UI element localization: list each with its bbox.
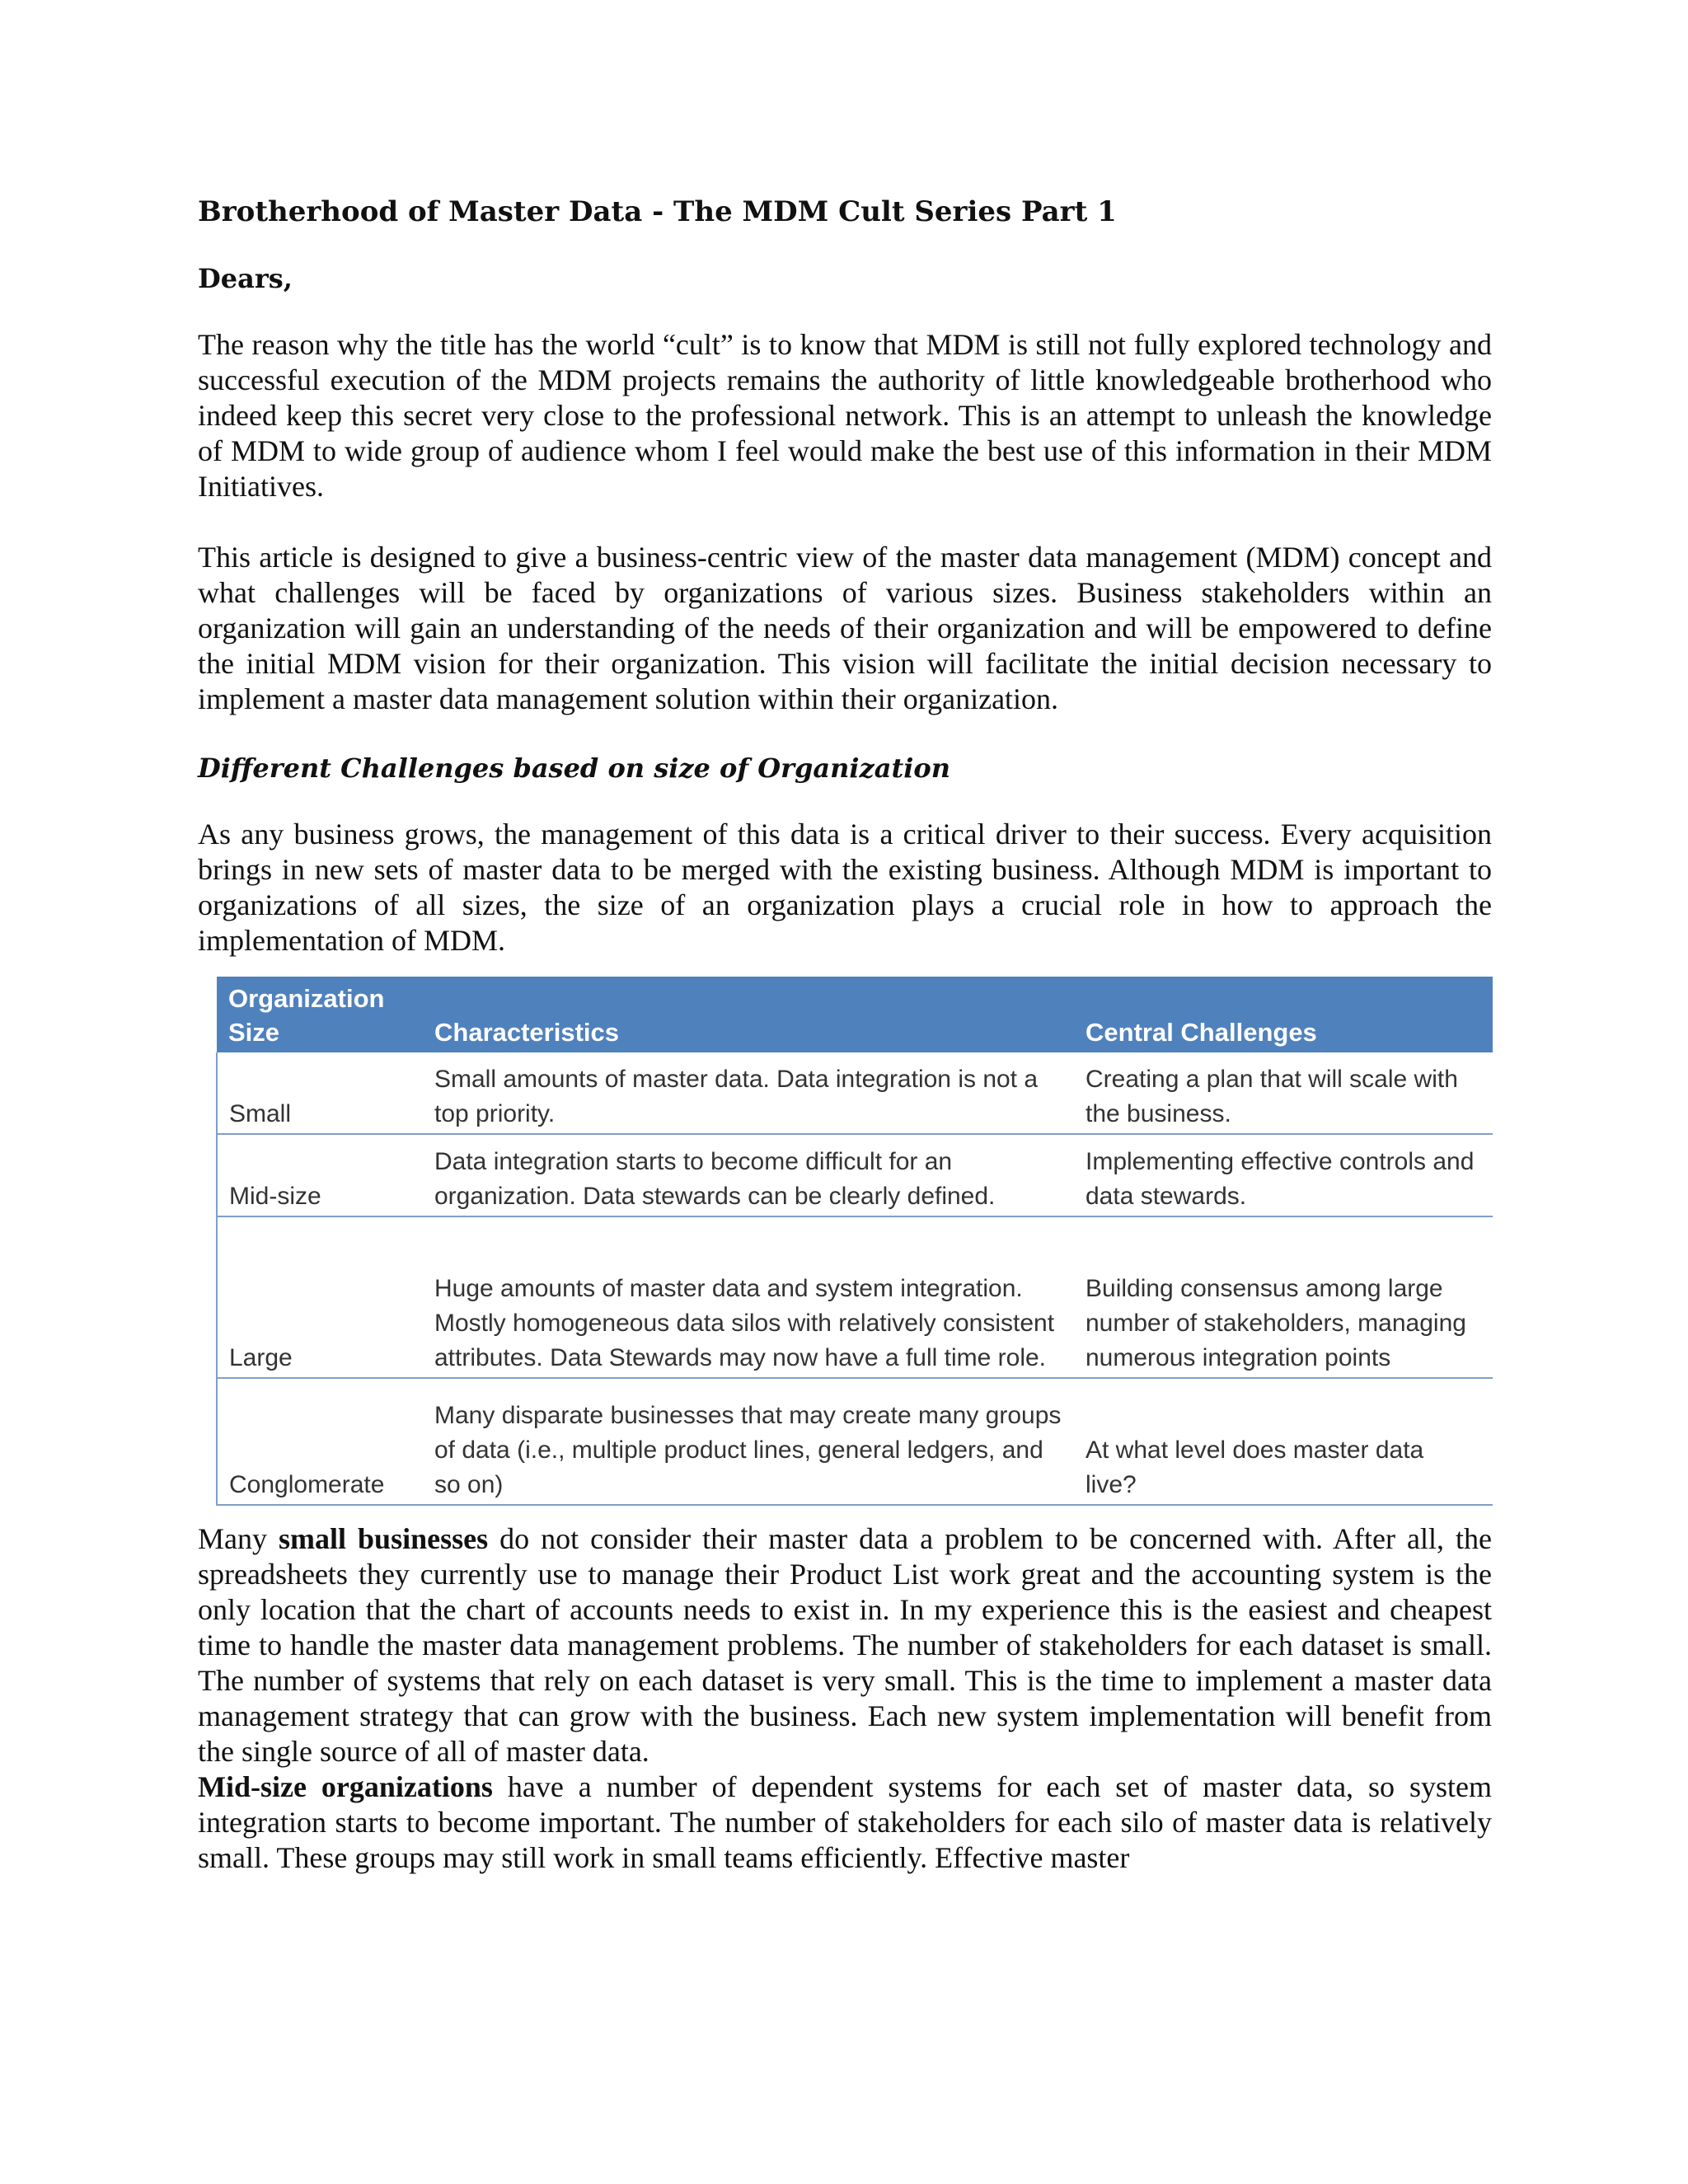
cell-characteristics: Data integration starts to become difficult for an organization. Data stewards can be clearly defined. [423, 1134, 1074, 1216]
intro-paragraph-2: This article is designed to give a business-centric view of the master data management (MDM) concept and what challenges will be faced by organizations of various sizes. Business stakeholders within an organization will gain an understanding of the needs of their organization and will be empowered to define the initial MDM vision for their organization. This vision will facilitate the initial decision necessary to implement a master data management solution within their organization. [198, 541, 1492, 716]
small-businesses-term: small businesses [279, 1522, 489, 1556]
small-para-lead: Many [198, 1522, 279, 1556]
table-row [217, 1216, 1493, 1378]
cell-size: Conglomerate [217, 1378, 423, 1505]
cell-size: Small [217, 1052, 423, 1134]
mid-size-paragraph [198, 1769, 1492, 1876]
cell-challenges: Implementing effective controls and data stewards. [1074, 1134, 1493, 1216]
small-para-text: do not consider their master data a problem to be concerned with. After all, the spreadsheets they currently use to manage their Product List work great and the accounting system is the only location that the chart of accounts needs to exist in. In my experience this is the easiest and cheapest time to handle the master data management problems. The number of stakeholders for each dataset is small. The number of systems that rely on each dataset is very small. This is the time to implement a master data management strategy that can grow with the business. Each new system implementation will benefit from the single source of all of master data. [198, 1522, 1492, 1769]
cell-size: Large [217, 1216, 423, 1378]
section-heading: Different Challenges based on size of Organization [198, 752, 950, 785]
mid-para-text: have a number of dependent systems for each set of master data, so system integration starts to become important. The number of stakeholders for each silo of master data is relatively small. These groups may still work in small teams efficiently. Effective master [198, 1770, 1492, 1875]
header-characteristics: Characteristics [423, 977, 1074, 1052]
mid-size-term: Mid-size organizations [198, 1770, 493, 1804]
table-row [217, 1378, 1493, 1505]
cell-challenges: At what level does master data live? [1074, 1378, 1493, 1505]
organization-size-table [216, 977, 1492, 1499]
cell-challenges: Creating a plan that will scale with the business. [1074, 1052, 1493, 1134]
small-business-paragraph [198, 1521, 1492, 1769]
table-row [217, 1134, 1493, 1216]
cell-characteristics: Huge amounts of master data and system integration. Mostly homogeneous data silos with relatively consistent attributes. Data Stewards may now have a full time role. [423, 1216, 1074, 1378]
header-organization-size: Organization Size [217, 977, 423, 1052]
cell-size: Mid-size [217, 1134, 423, 1216]
cell-characteristics: Small amounts of master data. Data integration is not a top priority. [423, 1052, 1074, 1134]
challenges-table [216, 977, 1493, 1506]
table-header-row [217, 977, 1493, 1052]
document-title: Brotherhood of Master Data - The MDM Cult Series Part 1 [198, 195, 1117, 228]
cell-characteristics: Many disparate businesses that may create many groups of data (i.e., multiple product lines, general ledgers, and so on) [423, 1378, 1074, 1505]
table-row [217, 1052, 1493, 1134]
section-paragraph: As any business grows, the management of this data is a critical driver to their success. Every acquisition brings in new sets of master data to be merged with the existing business. Although MDM is important to organizations of all sizes, the size of an organization plays a crucial role in how to approach the implementation of MDM. [198, 818, 1492, 958]
document-page [198, 194, 1492, 1876]
cell-challenges: Building consensus among large number of stakeholders, managing numerous integration points [1074, 1216, 1493, 1378]
intro-paragraph-1: The reason why the title has the world “cult” is to know that MDM is still not fully explored technology and successful execution of the MDM projects remains the authority of little knowledgeable brotherhood who indeed keep this secret very close to the professional network. This is an attempt to unleash the knowledge of MDM to wide group of audience whom I feel would make the best use of this information in their MDM Initiatives. [198, 328, 1492, 504]
salutation: Dears, [198, 263, 293, 295]
header-central-challenges: Central Challenges [1074, 977, 1493, 1052]
